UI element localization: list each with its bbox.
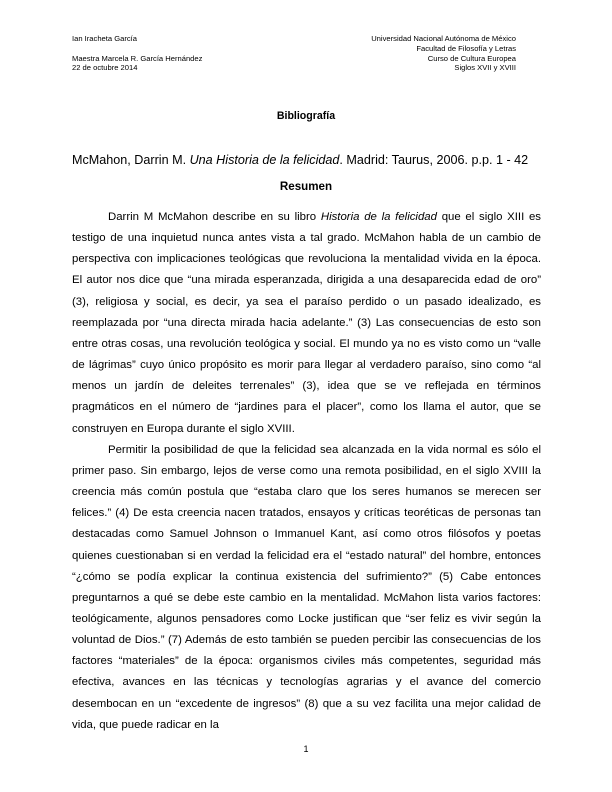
page-title: Bibliografía — [276, 110, 336, 122]
faculty-name: Facultad de Filosofía y Letras — [416, 43, 516, 53]
paragraph-1-text: que el siglo XIII es testigo de una inquietud nunca antes vista a tal grado. McMahon habla de un cambio de perspectiva con implicaciones teológicas que revoluciona la mentalidad vivida en la época. El autor nos dice que “una mirada esperanzada, dirigida a una desaparecida edad de oro” (3), religiosa y social, es decir, ya sea el paraíso perdido o un pasado idealizado, es reemplazada por “una directa mirada hacia adelante.” (3) Las consecuencias de esto son entre otras cosas, una revolución teológica y social. El mundo ya no es visto como un “valle de lágrimas” cuyo único propósito es morir para llegar al verdadero paraíso, sino como “al menos un jardín de deleites terrenales” (3), idea que se ve reflejada en términos pragmáticos en el número de “jardines para el placer”, como los llama el autor, que se construyen en Europa durante el siglo XVIII. — [72, 211, 541, 435]
citation-publication: . Madrid: Taurus, 2006. p.p. 1 - 42 — [339, 153, 529, 167]
paragraph-2: Permitir la posibilidad de que la felicidad sea alcanzada en la vida normal es sólo el primer paso. Sin embargo, lejos de verse como una remota posibilidad, en el siglo XVIII la creencia más común postula que “estaba claro que los seres humanos se merecen ser felices.” (4) De esta creencia nacen tratados, ensayos y críticas teoréticas de personas tan destacadas como Samuel Johnson o Immanuel Kant, así como otros filósofos y poetas quienes cuestionaban si en verdad la felicidad era el “estado natural” del hombre, entonces “¿cómo se podía explicar la continua existencia del sufrimiento?” (5) Cabe entonces preguntarnos a qué se debe este cambio en la mentalidad. McMahon lista varios factores: teológicamente, algunos pensadores como Locke justifican que “ser feliz es vivir según la voluntad de Dios.” (7) Además de esto también se pueden percibir las consecuencias de los factores “materiales” de la época: organismos civiles más competentes, seguridad más efectiva, avances en las técnicas y tecnologías agrarias y el avance del comercio desembocan en un “excedente de ingresos” (8) que a su vez facilita una mejor calidad de vida, que puede radicar en la — [72, 443, 541, 731]
paragraph-1-book-title: Historia de la felicidad — [320, 211, 437, 223]
section-heading: Resumen — [279, 180, 333, 193]
course-name: Curso de Cultura Europea — [427, 53, 516, 63]
teacher-name: Maestra Marcela R. García Hernández — [72, 53, 203, 63]
header-right — [256, 34, 516, 73]
page-number: 1 — [303, 744, 309, 754]
bibliography-citation — [72, 153, 542, 167]
paragraph-1 — [72, 207, 541, 440]
paragraph-1-intro: Darrin M McMahon describe en su libro — [108, 211, 321, 223]
citation-book-title: Una Historia de la felicidad — [189, 153, 340, 167]
university-name: Universidad Nacional Autónoma de México — [371, 34, 516, 43]
course-period: Siglos XVII y XVIII — [454, 63, 516, 73]
author-name: Ian Iracheta García — [72, 34, 138, 43]
document-date: 22 de octubre 2014 — [72, 63, 138, 73]
citation-authors: McMahon, Darrin M. — [72, 153, 190, 167]
summary-body — [72, 207, 541, 736]
